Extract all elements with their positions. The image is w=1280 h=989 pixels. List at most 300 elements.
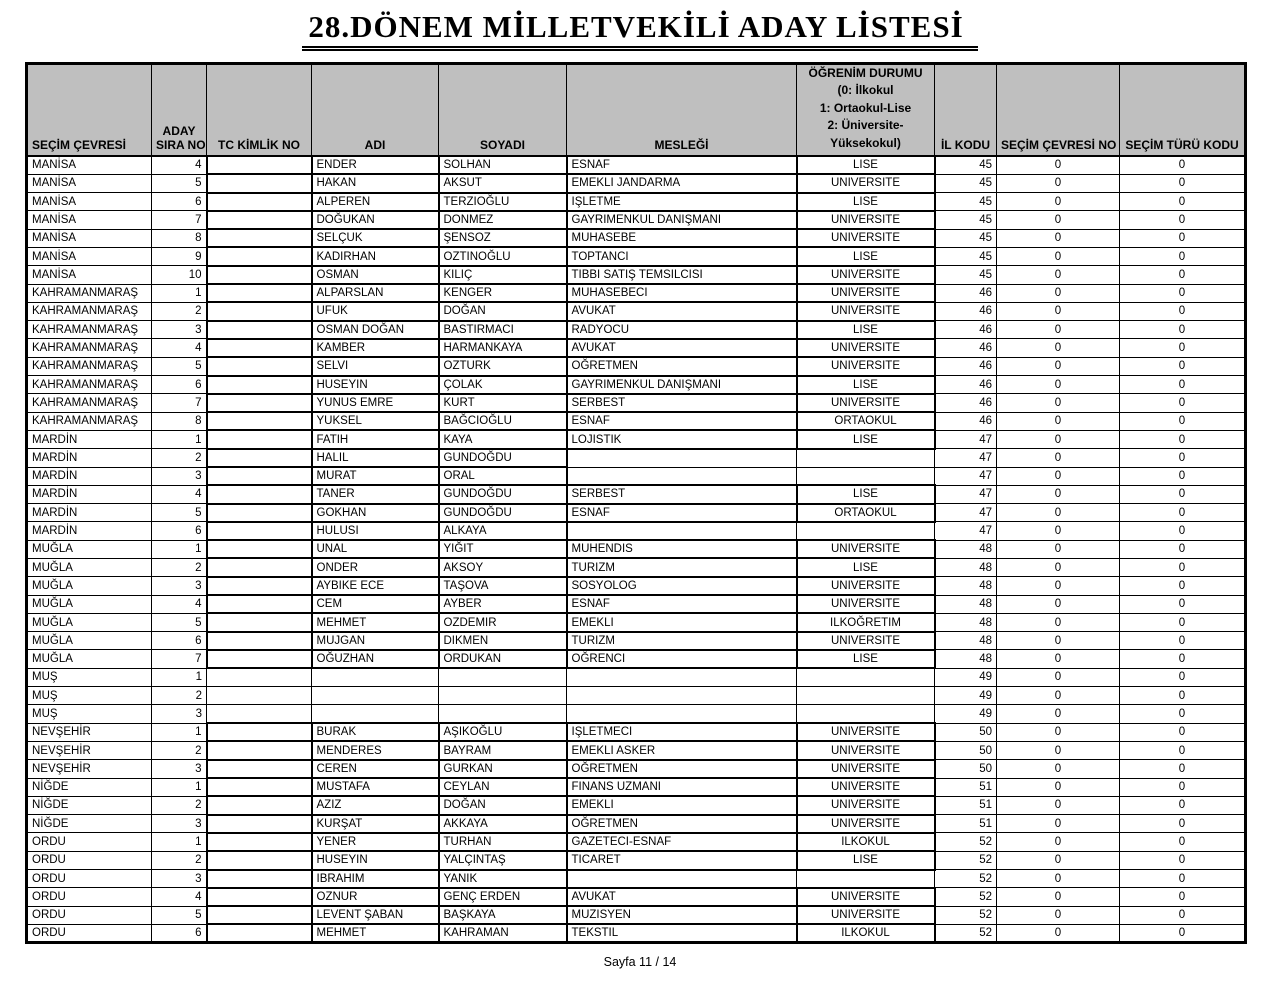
cell-surname: DOĞAN: [439, 302, 567, 320]
cell-election-type-code: 0: [1120, 558, 1246, 576]
cell-province-code: 49: [935, 705, 997, 723]
cell-education: [797, 705, 935, 723]
cell-district-no: 0: [997, 522, 1120, 540]
cell-profession: RADYOCU: [567, 321, 797, 339]
table-row: [27, 851, 1246, 869]
page-number: Sayfa 11 / 14: [603, 955, 677, 969]
table-row: [27, 778, 1246, 796]
cell-surname: AYBER: [439, 595, 567, 613]
cell-order-no: 10: [152, 266, 207, 284]
cell-district: MUĞLA: [27, 558, 152, 576]
cell-election-type-code: 0: [1120, 284, 1246, 302]
cell-profession: AVUKAT: [567, 339, 797, 357]
cell-tc-no: [207, 485, 312, 503]
cell-profession: MUHASEBE: [567, 229, 797, 247]
cell-surname: BAYRAM: [439, 741, 567, 759]
cell-first-name: CEREN: [312, 760, 439, 778]
cell-election-type-code: 0: [1120, 888, 1246, 906]
title-bar: [0, 0, 1280, 51]
cell-first-name: TANER: [312, 485, 439, 503]
cell-election-type-code: 0: [1120, 302, 1246, 320]
cell-surname: YIĞIT: [439, 540, 567, 558]
cell-tc-no: [207, 741, 312, 759]
cell-province-code: 45: [935, 266, 997, 284]
cell-surname: TERZIOĞLU: [439, 193, 567, 211]
cell-district: KAHRAMANMARAŞ: [27, 284, 152, 302]
cell-order-no: 4: [152, 156, 207, 174]
cell-first-name: [312, 668, 439, 686]
cell-profession: EMEKLI JANDARMA: [567, 174, 797, 192]
cell-surname: GURKAN: [439, 760, 567, 778]
cell-district: MANİSA: [27, 193, 152, 211]
cell-district: KAHRAMANMARAŞ: [27, 302, 152, 320]
table-row: [27, 321, 1246, 339]
cell-first-name: DOĞUKAN: [312, 211, 439, 229]
cell-district-no: 0: [997, 595, 1120, 613]
cell-first-name: KAMBER: [312, 339, 439, 357]
cell-first-name: SELÇUK: [312, 229, 439, 247]
cell-province-code: 47: [935, 467, 997, 485]
cell-district-no: 0: [997, 504, 1120, 522]
cell-order-no: 5: [152, 357, 207, 375]
cell-order-no: 7: [152, 394, 207, 412]
cell-order-no: 2: [152, 449, 207, 467]
cell-education: [797, 467, 935, 485]
cell-district: MUĞLA: [27, 650, 152, 668]
cell-province-code: 46: [935, 284, 997, 302]
cell-order-no: 3: [152, 467, 207, 485]
cell-district-no: 0: [997, 430, 1120, 448]
table-row: [27, 668, 1246, 686]
cell-education: UNIVERSITE: [797, 760, 935, 778]
cell-tc-no: [207, 723, 312, 741]
table-row: [27, 924, 1246, 942]
cell-surname: BAŞKAYA: [439, 906, 567, 924]
cell-district-no: 0: [997, 211, 1120, 229]
cell-first-name: YENER: [312, 833, 439, 851]
cell-tc-no: [207, 815, 312, 833]
header-surname: SOYADI: [439, 64, 567, 156]
cell-district: MARDİN: [27, 467, 152, 485]
cell-election-type-code: 0: [1120, 613, 1246, 631]
cell-profession: [567, 705, 797, 723]
cell-surname: OZDEMIR: [439, 613, 567, 631]
cell-surname: GENÇ ERDEN: [439, 888, 567, 906]
cell-district: MARDİN: [27, 449, 152, 467]
cell-tc-no: [207, 595, 312, 613]
cell-first-name: BURAK: [312, 723, 439, 741]
cell-election-type-code: 0: [1120, 741, 1246, 759]
cell-election-type-code: 0: [1120, 870, 1246, 888]
cell-first-name: MUSTAFA: [312, 778, 439, 796]
cell-order-no: 1: [152, 723, 207, 741]
table-header: [27, 64, 1246, 156]
cell-election-type-code: 0: [1120, 705, 1246, 723]
table-row: [27, 229, 1246, 247]
cell-education: UNIVERSITE: [797, 796, 935, 814]
cell-first-name: [312, 687, 439, 705]
cell-order-no: 3: [152, 705, 207, 723]
cell-district-no: 0: [997, 156, 1120, 174]
cell-district-no: 0: [997, 760, 1120, 778]
cell-first-name: ENDER: [312, 156, 439, 174]
cell-education: ILKOKUL: [797, 833, 935, 851]
header-education-line3: 1: Ortaokul-Lise: [819, 100, 912, 115]
cell-surname: [439, 668, 567, 686]
cell-tc-no: [207, 632, 312, 650]
cell-education: ORTAOKUL: [797, 504, 935, 522]
cell-order-no: 2: [152, 558, 207, 576]
cell-order-no: 1: [152, 540, 207, 558]
cell-district: MUĞLA: [27, 613, 152, 631]
cell-first-name: LEVENT ŞABAN: [312, 906, 439, 924]
cell-profession: IŞLETME: [567, 193, 797, 211]
table-row: [27, 284, 1246, 302]
cell-district: MUŞ: [27, 668, 152, 686]
cell-election-type-code: 0: [1120, 430, 1246, 448]
cell-tc-no: [207, 522, 312, 540]
cell-surname: [439, 705, 567, 723]
cell-election-type-code: 0: [1120, 924, 1246, 942]
cell-district-no: 0: [997, 924, 1120, 942]
cell-district: ORDU: [27, 924, 152, 942]
cell-profession: ESNAF: [567, 156, 797, 174]
cell-tc-no: [207, 394, 312, 412]
cell-education: [797, 687, 935, 705]
cell-education: ORTAOKUL: [797, 412, 935, 430]
cell-tc-no: [207, 357, 312, 375]
table-row: [27, 833, 1246, 851]
cell-tc-no: [207, 687, 312, 705]
cell-education: LISE: [797, 156, 935, 174]
cell-first-name: KURŞAT: [312, 815, 439, 833]
cell-district-no: 0: [997, 558, 1120, 576]
cell-profession: SERBEST: [567, 485, 797, 503]
cell-district: MARDİN: [27, 430, 152, 448]
cell-district-no: 0: [997, 357, 1120, 375]
cell-tc-no: [207, 668, 312, 686]
cell-district: NİĞDE: [27, 778, 152, 796]
cell-tc-no: [207, 650, 312, 668]
cell-district: MARDİN: [27, 504, 152, 522]
cell-profession: MUHASEBECI: [567, 284, 797, 302]
table-row: [27, 522, 1246, 540]
cell-order-no: 5: [152, 174, 207, 192]
cell-first-name: SELVI: [312, 357, 439, 375]
cell-district: MUĞLA: [27, 577, 152, 595]
cell-surname: DIKMEN: [439, 632, 567, 650]
cell-first-name: ALPARSLAN: [312, 284, 439, 302]
cell-profession: AVUKAT: [567, 888, 797, 906]
cell-district-no: 0: [997, 851, 1120, 869]
cell-profession: SOSYOLOG: [567, 577, 797, 595]
cell-order-no: 2: [152, 741, 207, 759]
cell-first-name: HAKAN: [312, 174, 439, 192]
cell-surname: ORDUKAN: [439, 650, 567, 668]
cell-district-no: 0: [997, 485, 1120, 503]
cell-province-code: 46: [935, 357, 997, 375]
cell-education: LISE: [797, 650, 935, 668]
cell-district-no: 0: [997, 778, 1120, 796]
cell-profession: [567, 522, 797, 540]
cell-district-no: 0: [997, 650, 1120, 668]
cell-order-no: 3: [152, 321, 207, 339]
cell-election-type-code: 0: [1120, 760, 1246, 778]
cell-election-type-code: 0: [1120, 412, 1246, 430]
cell-surname: SOLHAN: [439, 156, 567, 174]
header-education-line1: ÖĞRENİM DURUMU: [808, 66, 923, 80]
cell-order-no: 4: [152, 595, 207, 613]
cell-education: UNIVERSITE: [797, 229, 935, 247]
cell-district-no: 0: [997, 412, 1120, 430]
cell-first-name: MURAT: [312, 467, 439, 485]
cell-province-code: 48: [935, 540, 997, 558]
cell-order-no: 6: [152, 376, 207, 394]
cell-province-code: 49: [935, 668, 997, 686]
cell-education: LISE: [797, 558, 935, 576]
cell-tc-no: [207, 613, 312, 631]
cell-tc-no: [207, 284, 312, 302]
cell-election-type-code: 0: [1120, 650, 1246, 668]
cell-tc-no: [207, 174, 312, 192]
cell-district: NİĞDE: [27, 815, 152, 833]
table-row: [27, 760, 1246, 778]
cell-order-no: 4: [152, 485, 207, 503]
cell-province-code: 46: [935, 412, 997, 430]
cell-district-no: 0: [997, 229, 1120, 247]
cell-profession: IŞLETMECI: [567, 723, 797, 741]
cell-election-type-code: 0: [1120, 851, 1246, 869]
cell-tc-no: [207, 467, 312, 485]
cell-province-code: 52: [935, 888, 997, 906]
cell-education: LISE: [797, 321, 935, 339]
cell-order-no: 1: [152, 284, 207, 302]
cell-election-type-code: 0: [1120, 815, 1246, 833]
cell-first-name: HALIL: [312, 449, 439, 467]
cell-first-name: GOKHAN: [312, 504, 439, 522]
cell-province-code: 45: [935, 247, 997, 265]
cell-profession: GAZETECI-ESNAF: [567, 833, 797, 851]
cell-profession: OĞRETMEN: [567, 760, 797, 778]
table-row: [27, 266, 1246, 284]
header-education-line2: (0: İlkokul: [837, 83, 894, 98]
cell-profession: ESNAF: [567, 595, 797, 613]
cell-tc-no: [207, 247, 312, 265]
cell-first-name: YUKSEL: [312, 412, 439, 430]
cell-district: MUĞLA: [27, 540, 152, 558]
cell-first-name: KADIRHAN: [312, 247, 439, 265]
cell-first-name: AYBIKE ECE: [312, 577, 439, 595]
table-row: [27, 174, 1246, 192]
cell-first-name: ONDER: [312, 558, 439, 576]
cell-election-type-code: 0: [1120, 394, 1246, 412]
cell-first-name: CEM: [312, 595, 439, 613]
cell-district: ORDU: [27, 851, 152, 869]
cell-education: UNIVERSITE: [797, 906, 935, 924]
cell-education: UNIVERSITE: [797, 357, 935, 375]
header-province-code: İL KODU: [935, 64, 997, 156]
cell-first-name: OSMAN: [312, 266, 439, 284]
cell-profession: SERBEST: [567, 394, 797, 412]
cell-tc-no: [207, 796, 312, 814]
cell-education: LISE: [797, 193, 935, 211]
cell-order-no: 8: [152, 229, 207, 247]
cell-province-code: 47: [935, 504, 997, 522]
cell-district-no: 0: [997, 376, 1120, 394]
cell-first-name: MUJGAN: [312, 632, 439, 650]
cell-district-no: 0: [997, 723, 1120, 741]
table-row: [27, 357, 1246, 375]
table-row: [27, 193, 1246, 211]
cell-surname: HARMANKAYA: [439, 339, 567, 357]
cell-profession: ESNAF: [567, 504, 797, 522]
cell-tc-no: [207, 924, 312, 942]
cell-district: NEVŞEHİR: [27, 760, 152, 778]
cell-surname: AKKAYA: [439, 815, 567, 833]
cell-election-type-code: 0: [1120, 723, 1246, 741]
cell-profession: TICARET: [567, 851, 797, 869]
cell-profession: GAYRIMENKUL DANIŞMANI: [567, 376, 797, 394]
cell-province-code: 47: [935, 449, 997, 467]
cell-district-no: 0: [997, 906, 1120, 924]
cell-surname: GUNDOĞDU: [439, 449, 567, 467]
cell-education: UNIVERSITE: [797, 815, 935, 833]
cell-province-code: 48: [935, 632, 997, 650]
cell-district: MANİSA: [27, 247, 152, 265]
table-row: [27, 796, 1246, 814]
cell-election-type-code: 0: [1120, 485, 1246, 503]
cell-education: UNIVERSITE: [797, 540, 935, 558]
cell-surname: TAŞOVA: [439, 577, 567, 595]
cell-district: NİĞDE: [27, 796, 152, 814]
cell-province-code: 48: [935, 595, 997, 613]
cell-district: MUŞ: [27, 705, 152, 723]
table-row: [27, 467, 1246, 485]
cell-election-type-code: 0: [1120, 632, 1246, 650]
cell-province-code: 47: [935, 485, 997, 503]
cell-election-type-code: 0: [1120, 174, 1246, 192]
cell-profession: MUZISYEN: [567, 906, 797, 924]
cell-first-name: MEHMET: [312, 613, 439, 631]
cell-education: UNIVERSITE: [797, 394, 935, 412]
cell-tc-no: [207, 906, 312, 924]
cell-district: ORDU: [27, 870, 152, 888]
cell-first-name: MEHMET: [312, 924, 439, 942]
cell-province-code: 52: [935, 924, 997, 942]
cell-election-type-code: 0: [1120, 595, 1246, 613]
cell-profession: OĞRETMEN: [567, 357, 797, 375]
cell-tc-no: [207, 577, 312, 595]
cell-profession: [567, 687, 797, 705]
cell-first-name: MENDERES: [312, 741, 439, 759]
table-row: [27, 613, 1246, 631]
cell-election-type-code: 0: [1120, 577, 1246, 595]
cell-order-no: 8: [152, 412, 207, 430]
header-district: SEÇİM ÇEVRESİ: [27, 64, 152, 156]
cell-tc-no: [207, 540, 312, 558]
header-election-type-code: SEÇİM TÜRÜ KODU: [1120, 64, 1246, 156]
cell-education: ILKOĞRETIM: [797, 613, 935, 631]
cell-education: UNIVERSITE: [797, 632, 935, 650]
header-order-no: [152, 64, 207, 156]
cell-province-code: 45: [935, 193, 997, 211]
cell-district-no: 0: [997, 193, 1120, 211]
table-row: [27, 815, 1246, 833]
cell-order-no: 5: [152, 613, 207, 631]
cell-order-no: 1: [152, 668, 207, 686]
cell-first-name: [312, 705, 439, 723]
cell-province-code: 52: [935, 833, 997, 851]
cell-district-no: 0: [997, 668, 1120, 686]
cell-education: [797, 449, 935, 467]
cell-profession: EMEKLI: [567, 796, 797, 814]
cell-election-type-code: 0: [1120, 211, 1246, 229]
cell-surname: GUNDOĞDU: [439, 485, 567, 503]
cell-election-type-code: 0: [1120, 266, 1246, 284]
cell-surname: ORAL: [439, 467, 567, 485]
cell-surname: BASTIRMACI: [439, 321, 567, 339]
cell-surname: YALÇINTAŞ: [439, 851, 567, 869]
cell-election-type-code: 0: [1120, 376, 1246, 394]
header-district-no: SEÇİM ÇEVRESİ NO: [997, 64, 1120, 156]
cell-education: UNIVERSITE: [797, 888, 935, 906]
table-row: [27, 705, 1246, 723]
cell-order-no: 2: [152, 687, 207, 705]
cell-first-name: HUSEYIN: [312, 851, 439, 869]
cell-province-code: 49: [935, 687, 997, 705]
cell-profession: FINANS UZMANI: [567, 778, 797, 796]
cell-education: UNIVERSITE: [797, 723, 935, 741]
cell-province-code: 50: [935, 760, 997, 778]
cell-tc-no: [207, 156, 312, 174]
cell-order-no: 1: [152, 430, 207, 448]
cell-province-code: 46: [935, 321, 997, 339]
cell-district: KAHRAMANMARAŞ: [27, 357, 152, 375]
cell-election-type-code: 0: [1120, 504, 1246, 522]
cell-profession: OĞRENCI: [567, 650, 797, 668]
cell-education: LISE: [797, 485, 935, 503]
cell-profession: [567, 449, 797, 467]
cell-district: MUĞLA: [27, 632, 152, 650]
cell-province-code: 52: [935, 851, 997, 869]
cell-district-no: 0: [997, 266, 1120, 284]
cell-profession: LOJISTIK: [567, 430, 797, 448]
cell-education: LISE: [797, 376, 935, 394]
cell-profession: GAYRIMENKUL DANIŞMANI: [567, 211, 797, 229]
header-tc-no: TC KİMLİK NO: [207, 64, 312, 156]
cell-district: MANİSA: [27, 229, 152, 247]
cell-election-type-code: 0: [1120, 687, 1246, 705]
table-row: [27, 339, 1246, 357]
cell-province-code: 46: [935, 394, 997, 412]
cell-surname: YANIK: [439, 870, 567, 888]
cell-tc-no: [207, 504, 312, 522]
cell-education: [797, 870, 935, 888]
cell-surname: KENGER: [439, 284, 567, 302]
cell-province-code: 50: [935, 741, 997, 759]
cell-province-code: 45: [935, 211, 997, 229]
cell-district: MANİSA: [27, 211, 152, 229]
cell-profession: TURIZM: [567, 632, 797, 650]
cell-tc-no: [207, 339, 312, 357]
cell-province-code: 46: [935, 302, 997, 320]
cell-order-no: 3: [152, 760, 207, 778]
cell-surname: [439, 687, 567, 705]
cell-province-code: 45: [935, 229, 997, 247]
header-order-line1: ADAY: [162, 123, 196, 138]
cell-education: LISE: [797, 851, 935, 869]
cell-district: KAHRAMANMARAŞ: [27, 394, 152, 412]
